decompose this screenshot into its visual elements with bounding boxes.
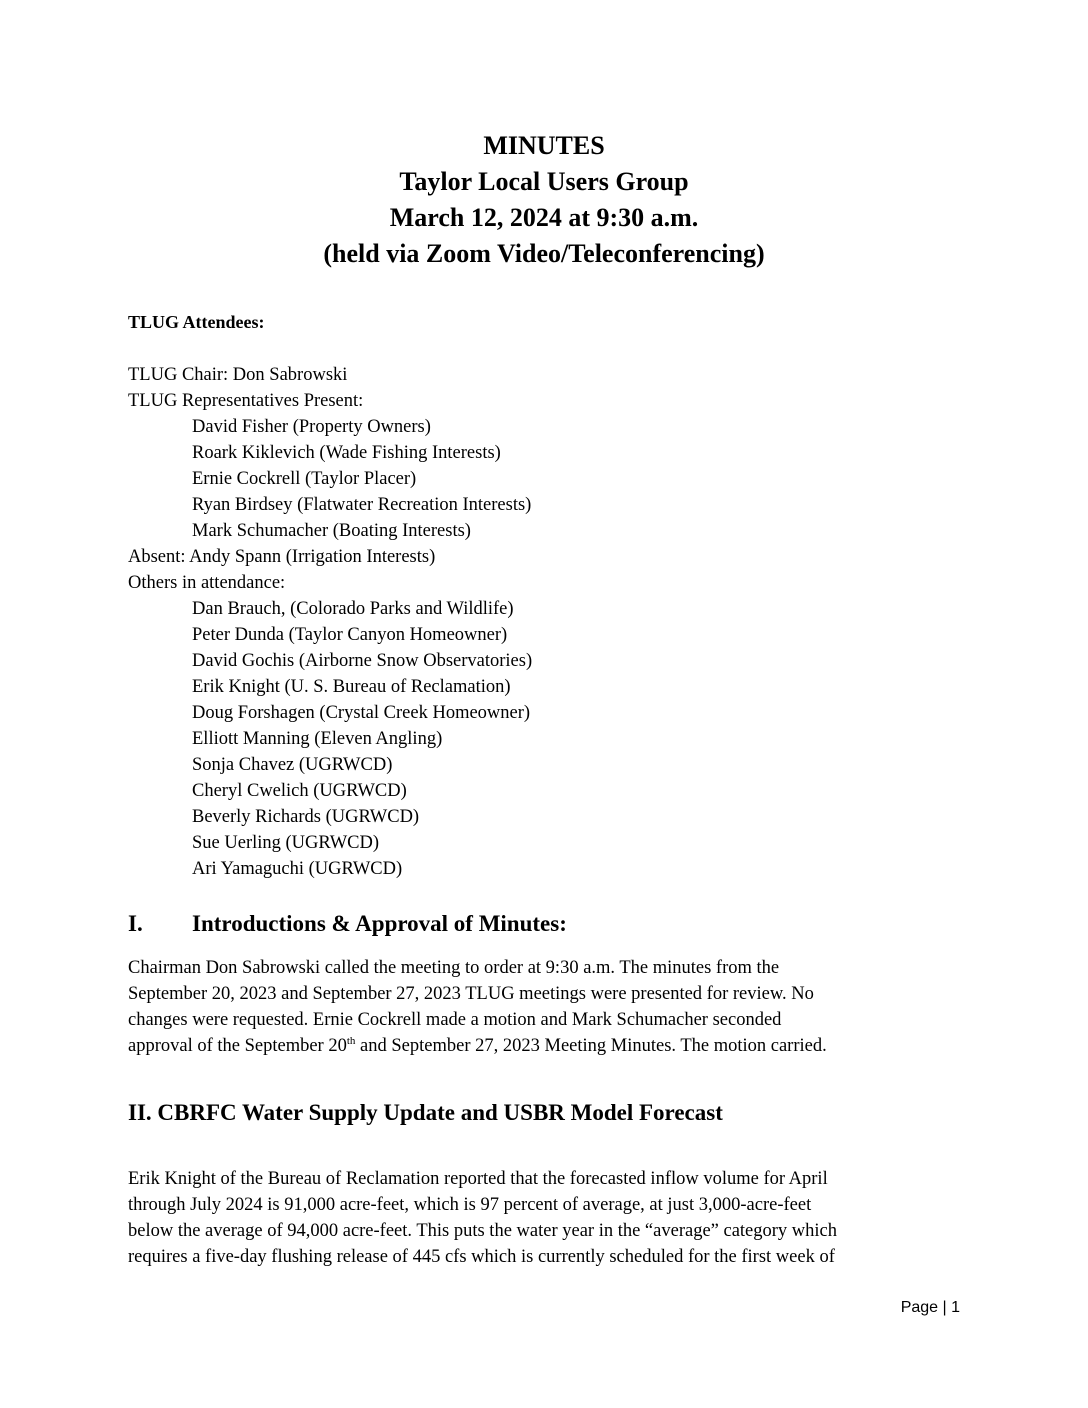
absent-line: Absent: Andy Spann (Irrigation Interests) <box>128 547 436 567</box>
representative-item: Roark Kiklevich (Wade Fishing Interests) <box>192 443 501 463</box>
attendees-heading: TLUG Attendees: <box>128 312 265 332</box>
other-attendee-item: Beverly Richards (UGRWCD) <box>192 807 420 827</box>
section-1-paragraph <box>128 955 958 1059</box>
section-1-heading <box>128 909 567 939</box>
paragraph-line: Erik Knight of the Bureau of Reclamation reported that the forecasted inflow volume for April <box>128 1169 828 1189</box>
ordinal-superscript: th <box>346 1034 356 1047</box>
other-attendee-item: Doug Forshagen (Crystal Creek Homeowner) <box>192 703 531 723</box>
other-attendee-item: Elliott Manning (Eleven Angling) <box>192 729 443 749</box>
other-attendee-item: Ari Yamaguchi (UGRWCD) <box>192 859 403 879</box>
title-group-name: Taylor Local Users Group <box>399 167 689 196</box>
paragraph-line: below the average of 94,000 acre-feet. This puts the water year in the “average” category which <box>128 1221 838 1241</box>
representatives-label: TLUG Representatives Present: <box>128 391 364 411</box>
title-minutes: MINUTES <box>483 131 605 160</box>
representative-item: Ryan Birdsey (Flatwater Recreation Interests) <box>192 495 532 515</box>
attendees-list <box>128 362 532 882</box>
paragraph-line: September 20, 2023 and September 27, 2023 TLUG meetings were presented for review. No <box>128 984 814 1004</box>
other-attendee-item: Sonja Chavez (UGRWCD) <box>192 755 393 775</box>
representative-item: David Fisher (Property Owners) <box>192 417 431 437</box>
paragraph-line: requires a five-day flushing release of 445 cfs which is currently scheduled for the first week of <box>128 1247 835 1267</box>
other-attendee-item: David Gochis (Airborne Snow Observatories) <box>192 651 533 671</box>
title-date: March 12, 2024 at 9:30 a.m. <box>389 203 699 232</box>
other-attendee-item: Dan Brauch, (Colorado Parks and Wildlife) <box>192 599 514 619</box>
section-1-title: Introductions & Approval of Minutes: <box>192 911 567 936</box>
paragraph-line: Chairman Don Sabrowski called the meeting to order at 9:30 a.m. The minutes from the <box>128 958 780 978</box>
other-attendee-item: Cheryl Cwelich (UGRWCD) <box>192 781 407 801</box>
other-attendee-item: Sue Uerling (UGRWCD) <box>192 833 380 853</box>
chair-line: TLUG Chair: Don Sabrowski <box>128 365 348 385</box>
page-number-footer: Page | 1 <box>900 1299 960 1316</box>
paragraph-line: changes were requested. Ernie Cockrell made a motion and Mark Schumacher seconded <box>128 1010 782 1030</box>
section-2-heading: II. CBRFC Water Supply Update and USBR Model Forecast <box>128 1100 723 1125</box>
paragraph-line-with-superscript <box>128 1033 958 1059</box>
text-after-superscript: and September 27, 2023 Meeting Minutes. The motion carried. <box>355 1036 827 1056</box>
others-label: Others in attendance: <box>128 573 286 593</box>
other-attendee-item: Peter Dunda (Taylor Canyon Homeowner) <box>192 625 508 645</box>
representative-item: Ernie Cockrell (Taylor Placer) <box>192 469 417 489</box>
title-venue: (held via Zoom Video/Teleconferencing) <box>323 239 765 268</box>
document-title <box>0 128 1088 272</box>
section-1-number: I. <box>128 911 143 936</box>
text-before-superscript: approval of the September 20 <box>128 1036 347 1056</box>
section-2-paragraph <box>128 1166 958 1270</box>
paragraph-line: through July 2024 is 91,000 acre-feet, which is 97 percent of average, at just 3,000-acre-feet <box>128 1195 812 1215</box>
representative-item: Mark Schumacher (Boating Interests) <box>192 521 471 541</box>
other-attendee-item: Erik Knight (U. S. Bureau of Reclamation) <box>192 677 511 697</box>
